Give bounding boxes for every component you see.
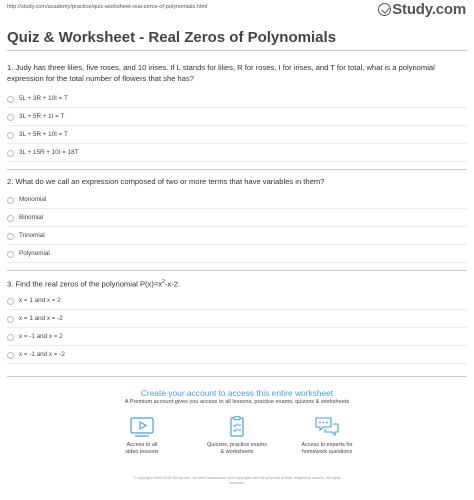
answer-option[interactable] <box>7 332 467 346</box>
answer-label: Polynomial <box>19 250 50 257</box>
answer-label: Binomial <box>19 214 44 221</box>
answer-option[interactable] <box>7 112 467 126</box>
radio-button[interactable] <box>7 114 14 121</box>
radio-button[interactable] <box>7 215 14 222</box>
question-divider <box>7 169 467 170</box>
feature-label-line1: Access to all <box>126 442 158 448</box>
answer-divider <box>7 208 467 209</box>
feature-label-line1: Access to experts for <box>301 442 353 448</box>
top-bar <box>0 0 474 18</box>
answer-option[interactable] <box>7 148 467 162</box>
video-lesson-icon <box>129 416 155 438</box>
answer-label: x = 1 and x = -2 <box>19 315 63 322</box>
radio-button[interactable] <box>7 334 14 341</box>
answer-option[interactable] <box>7 195 467 209</box>
answer-divider <box>7 363 467 364</box>
answer-option[interactable] <box>7 314 467 328</box>
feature-label-line1: Quizzes, practice exams <box>207 442 267 448</box>
quiz-clipboard-icon <box>224 416 250 438</box>
feature-video-lessons <box>102 416 182 456</box>
answer-divider <box>7 309 467 310</box>
cta-title[interactable]: Create your account to access this entire worksheet <box>140 388 334 398</box>
copyright-line1: © copyright 2003-2020 Study.com. All other trademarks and copyrights are the property of their respective owners. All rights <box>133 476 341 480</box>
answer-divider <box>7 262 467 263</box>
answer-divider <box>7 327 467 328</box>
radio-button[interactable] <box>7 197 14 204</box>
answer-label: 3L + 15R + 10I = 18T <box>19 149 79 156</box>
answer-label: x = -1 and x = -2 <box>19 351 65 358</box>
cta-subtitle: A Premium account gives you access to all lessons, practice exams, quizzes & worksheets <box>124 399 350 405</box>
feature-experts <box>287 416 367 456</box>
page-url[interactable]: http://study.com/academy/practice/quiz-worksheet-real-zeros-of-polynomials.html <box>7 4 208 10</box>
answer-option[interactable] <box>7 94 467 108</box>
feature-label-line2: video lessons <box>125 449 159 455</box>
answer-option[interactable] <box>7 130 467 144</box>
question-3-text-end: -x-2. <box>164 279 181 289</box>
radio-button[interactable] <box>7 150 14 157</box>
feature-quizzes <box>197 416 277 456</box>
radio-button[interactable] <box>7 233 14 240</box>
copyright-footer <box>0 476 474 486</box>
answer-divider <box>7 345 467 346</box>
title-divider <box>7 50 467 51</box>
radio-button[interactable] <box>7 132 14 139</box>
answer-divider <box>7 161 467 162</box>
answer-divider <box>7 125 467 126</box>
answer-divider <box>7 226 467 227</box>
answer-label: 5L + 3R + 10I = T <box>19 95 68 102</box>
answer-option[interactable] <box>7 296 467 310</box>
exponent: 2 <box>162 279 165 285</box>
answer-option[interactable] <box>7 231 467 245</box>
question-3-text <box>7 277 467 290</box>
answer-label: x = 1 and x = 2 <box>19 297 61 304</box>
brand-name: Study.com <box>392 1 466 18</box>
question-2-text: 2. What do we call an expression composed of two or more terms that have variables in them? <box>7 177 325 186</box>
radio-button[interactable] <box>7 352 14 359</box>
answer-option[interactable] <box>7 249 467 263</box>
answer-label: Monomial <box>19 196 47 203</box>
radio-button[interactable] <box>7 316 14 323</box>
page-title: Quiz & Worksheet - Real Zeros of Polynomials <box>7 29 336 46</box>
answer-divider <box>7 244 467 245</box>
feature-label-line2: homework questions <box>301 449 353 455</box>
radio-button[interactable] <box>7 96 14 103</box>
question-divider <box>7 270 467 271</box>
answer-option[interactable] <box>7 350 467 364</box>
section-divider <box>7 376 467 377</box>
answer-label: x = -1 and x = 2 <box>19 333 63 340</box>
expert-chat-icon <box>314 416 340 438</box>
question-3-text-start: 3. Find the real zeros of the polynomial P(x)=x <box>7 279 163 289</box>
answer-label: 3L + 5R + 1I = T <box>19 113 65 120</box>
question-1-text: 1. Judy has three lilies, five roses, and 10 irises. If L stands for lilies, R for roses, I for irises, and T for total, what is a polynomial expression for the total number of flowers that she has? <box>7 63 435 84</box>
checkmark-icon <box>378 3 391 16</box>
answer-label: Trinomial <box>19 232 45 239</box>
answer-option[interactable] <box>7 213 467 227</box>
brand-logo[interactable] <box>378 1 466 18</box>
feature-label-line2: & worksheets <box>220 449 254 455</box>
answer-divider <box>7 143 467 144</box>
answer-label: 3L + 5R + 10I = T <box>19 131 68 138</box>
radio-button[interactable] <box>7 251 14 258</box>
answer-divider <box>7 107 467 108</box>
radio-button[interactable] <box>7 298 14 305</box>
copyright-line2: reserved. <box>229 481 245 485</box>
